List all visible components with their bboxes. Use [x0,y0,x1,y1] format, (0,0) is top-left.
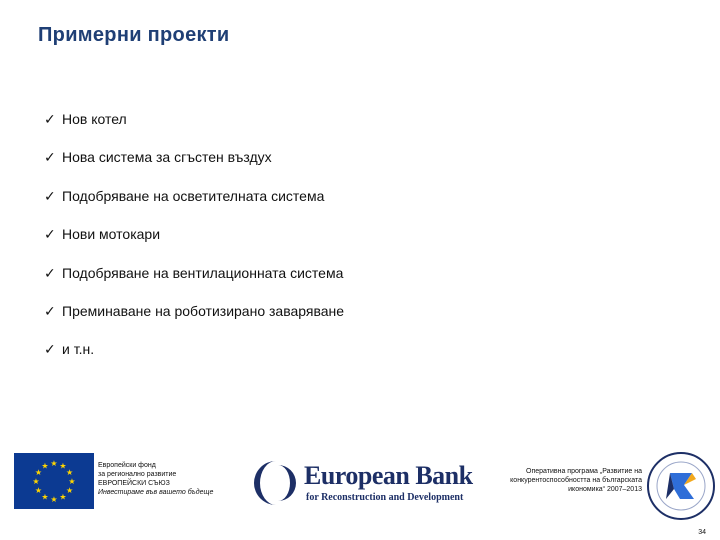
check-icon: ✓ [44,149,56,166]
list-item [44,262,344,300]
svg-text:★: ★ [59,492,67,502]
list-item-label: Нови мотокари [62,226,161,243]
operational-programme-logo-icon [646,451,716,521]
svg-text:★: ★ [34,486,42,495]
footer [0,445,720,540]
bullet-list [44,108,344,377]
svg-text:★: ★ [50,495,58,504]
ebrd-logo [252,459,473,507]
eu-flag-icon [14,453,94,509]
svg-text:★: ★ [50,459,58,468]
check-icon: ✓ [44,264,56,281]
svg-text:★: ★ [41,492,49,502]
ebrd-name: European Bank [304,461,473,490]
list-item [44,338,344,376]
svg-text:★: ★ [68,477,76,486]
list-item [44,300,344,338]
list-item-label: Нов котел [62,111,127,127]
check-icon: ✓ [44,187,56,204]
list-item-label: Подобряване на вентилационната система [62,264,344,281]
svg-text:★: ★ [66,486,74,495]
page-number: 34 [698,529,706,536]
check-icon: ✓ [44,226,56,243]
check-icon: ✓ [44,341,56,358]
list-item-label: и т.н. [62,341,95,358]
list-item-label: Подобряване на осветителната система [62,187,325,204]
list-item [44,146,344,184]
ebrd-emblem-icon [252,459,300,507]
operational-programme-text: Оперативна програма „Развитие на конкурентоспособността на българската икономика“ 2007–2013 [510,468,642,493]
svg-text:★: ★ [34,468,42,477]
svg-text:★: ★ [32,477,40,486]
ebrd-subtitle: for Reconstruction and Development [306,492,464,503]
list-item [44,108,344,146]
eu-fund-text: Европейски фонд за регионално развитие ЕВРОПЕЙСКИ СЪЮЗ Инвестираме във вашето бъдеще [98,462,214,496]
list-item-label: Нова система за сгъстен въздух [62,149,272,166]
svg-text:★: ★ [41,461,49,471]
list-item-label: Преминаване на роботизирано заваряване [62,302,345,319]
page-title: Примерни проекти [38,24,230,46]
list-item [44,185,344,223]
list-item [44,223,344,261]
check-icon: ✓ [44,111,56,127]
check-icon: ✓ [44,302,56,319]
svg-text:★: ★ [66,468,74,477]
svg-text:★: ★ [59,461,67,471]
